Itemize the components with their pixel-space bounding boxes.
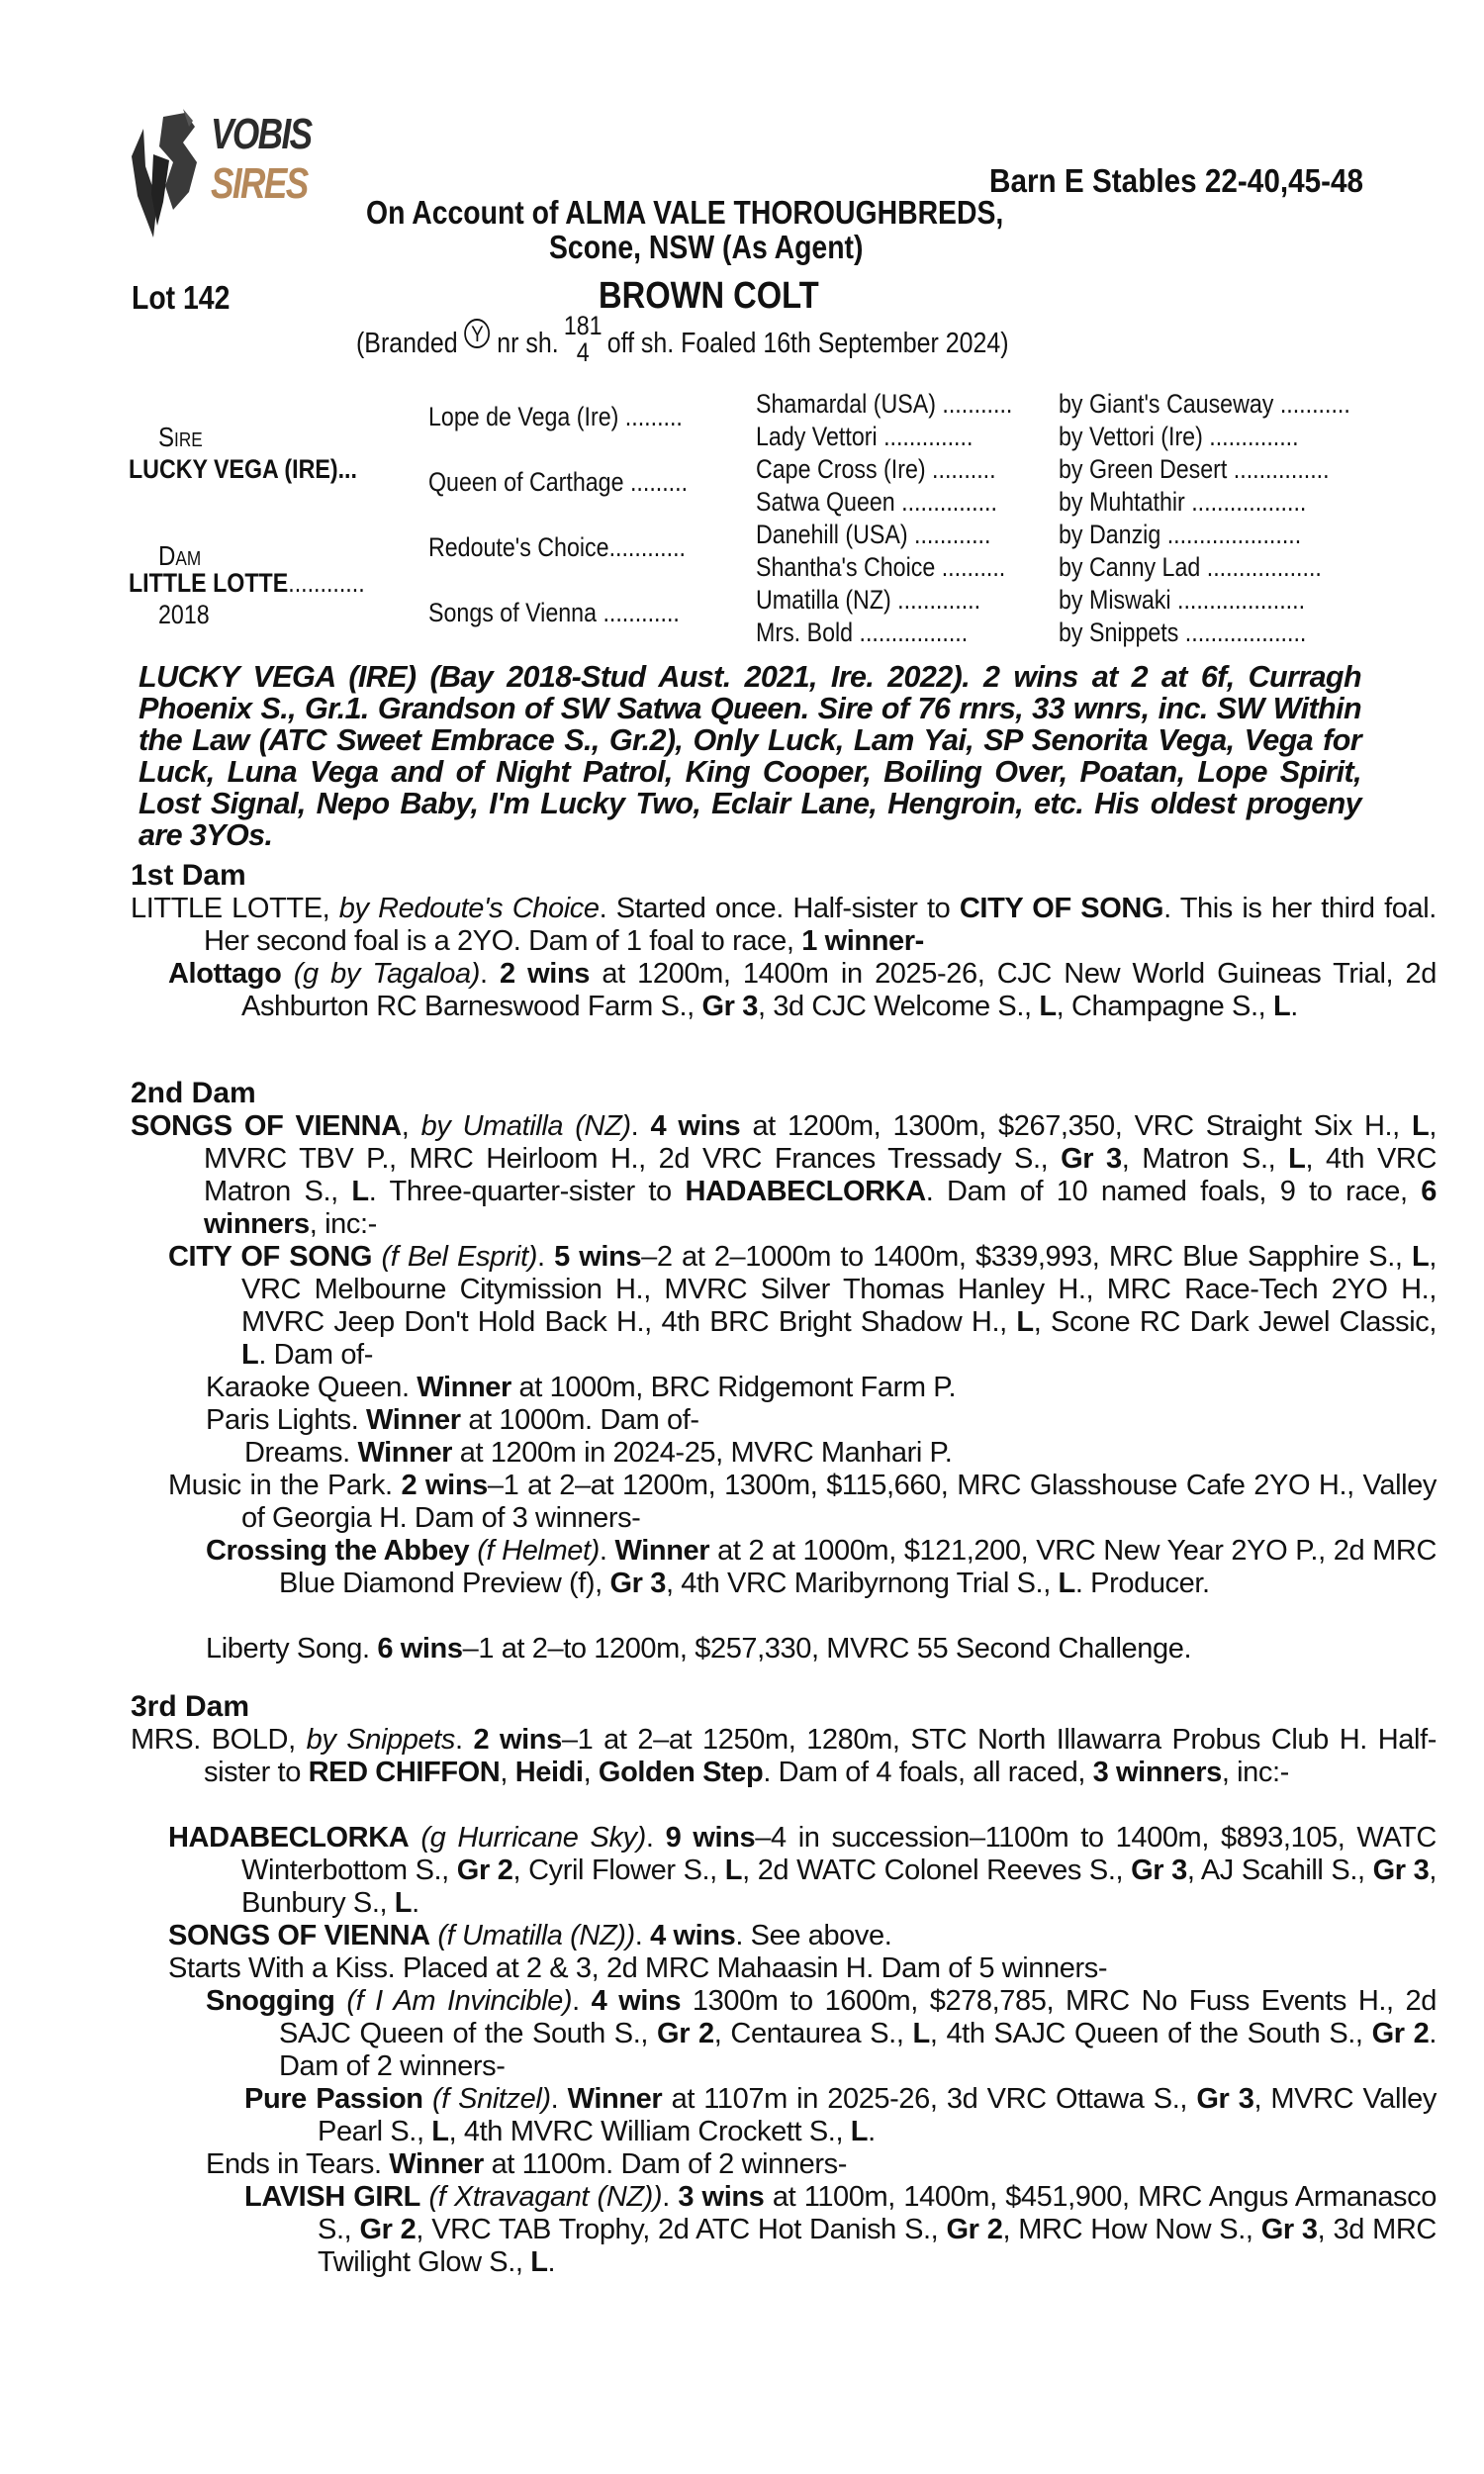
text: .	[412, 1887, 419, 1919]
text: , 2d WATC Colonel Reeves S.,	[742, 1855, 1132, 1886]
pedigree-gen3-by: by Danzig .....................	[1059, 520, 1302, 549]
text: .	[550, 2083, 568, 2115]
text: .	[599, 1535, 615, 1567]
bold-text: L	[1272, 991, 1291, 1022]
pedigree-gen3-by: by Vettori (Ire) ..............	[1059, 422, 1299, 451]
bold-text: 3 wins	[678, 2181, 765, 2213]
text: Ends in Tears.	[206, 2148, 390, 2180]
bold-text: 6 winners	[204, 1176, 1437, 1240]
horse-name: CITY OF SONG	[168, 1241, 373, 1273]
progeny-hadabeclorka	[168, 1822, 1437, 1920]
progeny-snogging	[206, 1985, 1437, 2083]
bold-text: Golden Step	[598, 1757, 764, 1788]
text: . See above.	[735, 1920, 892, 1951]
text: ,	[583, 1757, 599, 1788]
vendor-text-1: On Account of ALMA VALE THOROUGHBREDS,	[366, 194, 1004, 231]
horse-name: Pure Passion	[244, 2083, 423, 2115]
bold-text: HADABECLORKA	[685, 1176, 926, 1207]
text: Music in the Park.	[168, 1470, 402, 1501]
third-dam-entry: MRS. BOLD, by Snippets. 2 wins–1 at 2–at 1250m, 1280m, STC North Illawarra Probus Club H. Half-sister to RED CHIFFON, Heidi, Golden Step. Dam of 4 foals, all raced, 3 winners, inc:-	[131, 1724, 1437, 1788]
horse-pedigree: (f I Am Invincible)	[346, 1985, 573, 2017]
text: 1300m to 1600m, $278,785, MRC No Fuss Events H., 2d SAJC Queen of the South S.,	[279, 1985, 1437, 2049]
sire-name-text: LUCKY VEGA (IRE)	[129, 454, 338, 484]
text: at 1000m. Dam of-	[460, 1404, 699, 1436]
bold-text: Gr 3	[609, 1568, 666, 1599]
gen2-name: Redoute's Choice	[428, 532, 609, 562]
gen2-name: Lope de Vega (Ire)	[428, 402, 619, 431]
sire-name: LUCKY VEGA (IRE)...	[129, 454, 357, 484]
text: , Matron S.,	[1121, 1143, 1289, 1175]
progeny-liberty-song	[206, 1633, 1363, 1665]
first-dam-entry: LITTLE LOTTE, by Redoute's Choice. Started once. Half-sister to CITY OF SONG. This is her third foal. Her second foal is a 2YO. Dam of 1 foal to race, 1 winner-	[131, 893, 1437, 957]
dam-sire: by Snippets	[306, 1724, 455, 1756]
dam-name: LITTLE LOTTE............	[129, 568, 365, 598]
brand-mark-icon: Y	[465, 319, 491, 348]
horse-name: LAVISH GIRL	[244, 2181, 420, 2213]
text: . Dam of-	[258, 1339, 373, 1371]
horse-name: Alottago	[168, 958, 282, 990]
progeny-crossing-the-abbey	[206, 1535, 1437, 1600]
progeny-pure-passion	[244, 2083, 1437, 2148]
text: –4 in succession–1100m to 1400m, $893,105, WATC Winterbottom S.,	[241, 1822, 1437, 1886]
text: , Bunbury S.,	[241, 1855, 1437, 1919]
bold-text: 2 wins	[473, 1724, 562, 1756]
pedigree-gen3-dam-sire: Cape Cross (Ire) ..........	[756, 454, 996, 484]
bold-text: CITY OF SONG	[959, 893, 1164, 924]
text: , Champagne S.,	[1056, 991, 1273, 1022]
horse-pedigree: (f Helmet)	[477, 1535, 600, 1567]
pedigree-gen3-dam-sire: Shantha's Choice ..........	[756, 552, 1006, 582]
text: .	[537, 1241, 555, 1273]
bold-text: L	[1288, 1143, 1306, 1175]
text: at 1200m, 1400m in 2025-26, CJC New World Guineas Trial, 2d Ashburton RC Barneswood Farm S.,	[241, 958, 1437, 1022]
text: at 1200m in 2024-25, MVRC Manhari P.	[452, 1437, 953, 1469]
bold-text: 9 wins	[665, 1822, 756, 1854]
title-text: BROWN COLT	[599, 275, 819, 317]
logo-text-vobis: VOBIS	[211, 110, 312, 158]
text: , Cyril Flower S.,	[512, 1855, 725, 1886]
bold-text: L	[1016, 1306, 1034, 1338]
bold-text: Gr 3	[701, 991, 758, 1022]
bold-text: Heidi	[514, 1757, 584, 1788]
bold-text: 4 wins	[650, 1110, 741, 1142]
pedigree-gen3-by: by Canny Lad ..................	[1059, 552, 1322, 582]
brand-prefix: (Branded	[356, 328, 458, 359]
progeny-songs-of-vienna	[168, 1920, 1363, 1952]
text: , MVRC TBV P., MRC Heirloom H., 2d VRC Frances Tressady S.,	[204, 1110, 1437, 1175]
pedigree-gen3-dam-sire: Satwa Queen ...............	[756, 487, 997, 517]
text: at 1200m, 1300m, $267,350, VRC Straight Six H.,	[740, 1110, 1412, 1142]
pedigree-gen2-2: Redoute's Choice............	[428, 532, 687, 562]
horse-name: SONGS OF VIENNA	[168, 1920, 430, 1951]
lot-text: Lot 142	[132, 279, 231, 316]
horse-pedigree: (f Umatilla (NZ))	[437, 1920, 635, 1951]
pedigree-table	[0, 0, 1484, 693]
bold-text: 1 winner-	[801, 925, 924, 957]
horse-pedigree: (g by Tagaloa)	[293, 958, 480, 990]
text: . Three-quarter-sister to	[368, 1176, 686, 1207]
second-dam-heading: 2nd Dam	[131, 1077, 256, 1109]
progeny-paris-lights	[206, 1404, 1363, 1437]
text: at 1107m in 2025-26, 3d VRC Ottawa S.,	[662, 2083, 1197, 2115]
text: Karaoke Queen.	[206, 1372, 417, 1403]
dam-name-text: LITTLE LOTTE	[129, 568, 289, 598]
bold-text: 6 wins	[377, 1633, 463, 1665]
text: , Centaurea S.,	[713, 2018, 913, 2049]
text: , inc:-	[1221, 1757, 1289, 1788]
horse-pedigree: (f Snitzel)	[431, 2083, 551, 2115]
text: , 3d MRC Twilight Glow S.,	[318, 2214, 1437, 2278]
text: , 4th VRC Matron S.,	[204, 1143, 1437, 1207]
bold-text: L	[1058, 1568, 1075, 1599]
bold-text: L	[1039, 991, 1057, 1022]
bold-text: Winner	[567, 2083, 663, 2115]
text: –1 at 2–at 1200m, 1300m, $115,660, MRC Glasshouse Cafe 2YO H., Valley of Georgia H. Dam of 3 winners-	[241, 1470, 1437, 1534]
dam-label: Dam	[158, 540, 202, 571]
text: . Dam of 4 foals, all raced,	[763, 1757, 1093, 1788]
progeny-music-in-the-park	[168, 1470, 1437, 1535]
text: ,	[500, 1757, 515, 1788]
vendor-text-2: Scone, NSW (As Agent)	[549, 229, 864, 265]
horse-name: Crossing the Abbey	[206, 1535, 470, 1567]
text: –1 at 2–at 1250m, 1280m, STC North Illawarra Probus Club H. Half-sister to	[204, 1724, 1437, 1788]
text: .	[572, 1985, 592, 2017]
bold-text: Winner	[357, 1437, 453, 1469]
pedigree-gen3-dam-sire: Danehill (USA) ............	[756, 520, 991, 549]
sire-label: Sire	[158, 422, 203, 452]
dam-name: SONGS OF VIENNA	[131, 1110, 402, 1142]
horse-pedigree: (f Bel Esprit)	[381, 1241, 537, 1273]
text: at 1000m, BRC Ridgemont Farm P.	[510, 1372, 957, 1403]
bold-text: Gr 3	[1372, 1855, 1430, 1886]
progeny-alottago	[168, 958, 1437, 1023]
brand-num-top: 181	[563, 311, 603, 340]
bold-text: Gr 3	[1260, 2214, 1318, 2245]
bold-text: Winner	[614, 1535, 710, 1567]
brand-suffix: off sh. Foaled 16th September 2024)	[606, 328, 1009, 359]
text: Starts With a Kiss. Placed at 2 & 3, 2d MRC Mahaasin H. Dam of 5 winners-	[168, 1952, 1108, 1984]
text: , 3d CJC Welcome S.,	[757, 991, 1040, 1022]
bold-text: 2 wins	[500, 958, 590, 990]
bold-text: 2 wins	[401, 1470, 488, 1501]
bold-text: L	[241, 1339, 259, 1371]
text: at 1100m, 1400m, $451,900, MRC Angus Armanasco S.,	[318, 2181, 1437, 2245]
first-dam-heading: 1st Dam	[131, 859, 246, 892]
horse-pedigree: (f Xtravagant (NZ))	[428, 2181, 663, 2213]
text: , MVRC Valley Pearl S.,	[318, 2083, 1437, 2147]
bold-text: RED CHIFFON	[308, 1757, 501, 1788]
gen2-name: Songs of Vienna	[428, 598, 597, 627]
text: , VRC TAB Trophy, 2d ATC Hot Danish S.,	[416, 2214, 947, 2245]
text: .	[868, 2116, 876, 2147]
progeny-starts-with-a-kiss	[168, 1952, 1363, 1985]
pedigree-gen3-dam-sire: Umatilla (NZ) .............	[756, 585, 981, 615]
text: .	[634, 1920, 651, 1951]
text: , 4th SAJC Queen of the South S.,	[929, 2018, 1372, 2049]
bold-text: Winner	[417, 1372, 511, 1403]
bold-text: Gr 2	[1371, 2018, 1430, 2049]
dam-year: 2018	[158, 600, 210, 629]
text: .	[645, 1822, 666, 1854]
dam-name: MRS. BOLD	[131, 1724, 289, 1756]
bold-text: Gr 3	[1061, 1143, 1122, 1175]
bold-text: L	[1411, 1241, 1430, 1273]
text: , 4th MVRC William Crockett S.,	[448, 2116, 851, 2147]
pedigree-gen2-1: Queen of Carthage .........	[428, 467, 689, 497]
pedigree-gen3-by: by Miswaki ....................	[1059, 585, 1306, 615]
bold-text: Gr 2	[456, 1855, 513, 1886]
text: . Dam of 10 named foals, 9 to race,	[925, 1176, 1422, 1207]
text: . Dam of 2 winners-	[279, 2018, 1438, 2082]
progeny-ends-in-tears	[206, 2148, 1363, 2181]
pedigree-gen3-dam-sire: Lady Vettori ..............	[756, 422, 974, 451]
bold-text: L	[431, 2116, 449, 2147]
pedigree-gen2-0: Lope de Vega (Ire) .........	[428, 402, 683, 431]
bold-text: L	[724, 1855, 743, 1886]
bold-text: Winner	[366, 1404, 461, 1436]
bold-text: Gr 3	[1196, 2083, 1254, 2115]
pedigree-gen3-by: by Green Desert ...............	[1059, 454, 1330, 484]
barn-text: Barn E Stables 22-40,45-48	[988, 162, 1363, 199]
brand-num-bottom: 4	[576, 337, 590, 367]
third-dam-heading: 3rd Dam	[131, 1690, 250, 1723]
text: Dreams.	[244, 1437, 358, 1469]
text: Paris Lights.	[206, 1404, 367, 1436]
pedigree-gen3-dam-sire: Shamardal (USA) ...........	[756, 389, 1013, 419]
bold-text: Gr 2	[359, 2214, 417, 2245]
logo-text-sires: SIRES	[211, 159, 308, 208]
second-dam-entry: SONGS OF VIENNA, by Umatilla (NZ). 4 wins at 1200m, 1300m, $267,350, VRC Straight Six H., L, MVRC TBV P., MRC Heirloom H., 2d VRC Frances Tressady S., Gr 3, Matron S., L, 4th VRC Matron S., L. Three-quarter-sister to HADABECLORKA. Dam of 10 named foals, 9 to race, 6 winners, inc:-	[131, 1110, 1437, 1240]
bold-text: 4 wins	[650, 1920, 736, 1951]
pedigree-gen3-by: by Giant's Causeway ...........	[1059, 389, 1350, 419]
text: , 4th VRC Maribyrnong Trial S.,	[665, 1568, 1059, 1599]
text: .	[1290, 991, 1298, 1022]
bold-text: L	[850, 2116, 869, 2147]
text: .	[547, 2246, 556, 2278]
bold-text: Gr 2	[946, 2214, 1003, 2245]
text: .	[479, 958, 501, 990]
bold-text: L	[530, 2246, 548, 2278]
brand-mid: nr sh.	[497, 328, 559, 359]
text: at 2 at 1000m, $121,200, VRC New Year 2YO P., 2d MRC Blue Diamond Preview (f),	[279, 1535, 1437, 1599]
horse-pedigree: (g Hurricane Sky)	[420, 1822, 646, 1854]
text: , inc:-	[309, 1208, 377, 1240]
horse-name: HADABECLORKA	[168, 1822, 410, 1854]
bold-text: Gr 3	[1131, 1855, 1187, 1886]
bold-text: L	[912, 2018, 930, 2049]
bold-text: L	[394, 1887, 413, 1919]
text: . Producer.	[1074, 1568, 1210, 1599]
bold-text: 4 wins	[591, 1985, 682, 2017]
text: .	[454, 1724, 474, 1756]
pedigree-gen3-by: by Snippets ...................	[1059, 618, 1307, 647]
bold-text: L	[351, 1176, 369, 1207]
bold-text: Gr 2	[657, 2018, 714, 2049]
text: . This is her third foal. Her second foal is a 2YO. Dam of 1 foal to race,	[204, 893, 1437, 957]
bold-text: L	[1412, 1110, 1430, 1142]
text: at 1100m. Dam of 2 winners-	[483, 2148, 847, 2180]
pedigree-gen2-3: Songs of Vienna ............	[428, 598, 680, 627]
text: .	[630, 1110, 651, 1142]
text: Liberty Song.	[206, 1633, 378, 1665]
text: . Started once. Half-sister to	[599, 893, 960, 924]
progeny-dreams	[244, 1437, 1363, 1470]
dam-sire: by Umatilla (NZ)	[420, 1110, 631, 1142]
gen2-name: Queen of Carthage	[428, 467, 624, 497]
text: –1 at 2–to 1200m, $257,330, MVRC 55 Second Challenge.	[462, 1633, 1192, 1665]
sire-summary: LUCKY VEGA (IRE) (Bay 2018-Stud Aust. 2021, Ire. 2022). 2 wins at 2 at 6f, Curragh Phoenix S., Gr.1. Grandson of SW Satwa Queen. Sire of 76 rnrs, 33 wnrs, inc. SW Within the Law (ATC Sweet Embrace S., Gr.2), Only Luck, Lam Yai, SP Senorita Vega, Vega for Luck, Luna Vega and of Night Patrol, King Cooper, Boiling Over, Poatan, Lope Spirit, Lost Signal, Nepo Baby, I'm Lucky Two, Eclair Lane, Hengroin, etc. His oldest progeny are 3YOs.	[139, 660, 1361, 852]
bold-text: 5 wins	[554, 1241, 642, 1273]
progeny-karaoke-queen	[206, 1372, 1363, 1404]
dam-name: LITTLE LOTTE	[131, 893, 323, 924]
progeny-city-of-song	[168, 1241, 1437, 1372]
text: , MRC How Now S.,	[1002, 2214, 1261, 2245]
text: –2 at 2–1000m to 1400m, $339,993, MRC Blue Sapphire S.,	[641, 1241, 1412, 1273]
text: , AJ Scahill S.,	[1186, 1855, 1373, 1886]
text: .	[662, 2181, 679, 2213]
dam-sire: by Redoute's Choice	[338, 893, 600, 924]
text: , VRC Melbourne Citymission H., MVRC Silver Thomas Hanley H., MRC Race-Tech 2YO H., MVRC Jeep Don't Hold Back H., 4th BRC Bright Shadow H.,	[241, 1241, 1437, 1338]
horse-name: Snogging	[206, 1985, 335, 2017]
pedigree-gen3-dam-sire: Mrs. Bold .................	[756, 618, 969, 647]
pedigree-gen3-by: by Muhtathir ..................	[1059, 487, 1307, 517]
bold-text: Winner	[389, 2148, 484, 2180]
bold-text: 3 winners	[1092, 1757, 1222, 1788]
progeny-lavish-girl	[244, 2181, 1437, 2279]
text: , Scone RC Dark Jewel Classic,	[1033, 1306, 1437, 1338]
